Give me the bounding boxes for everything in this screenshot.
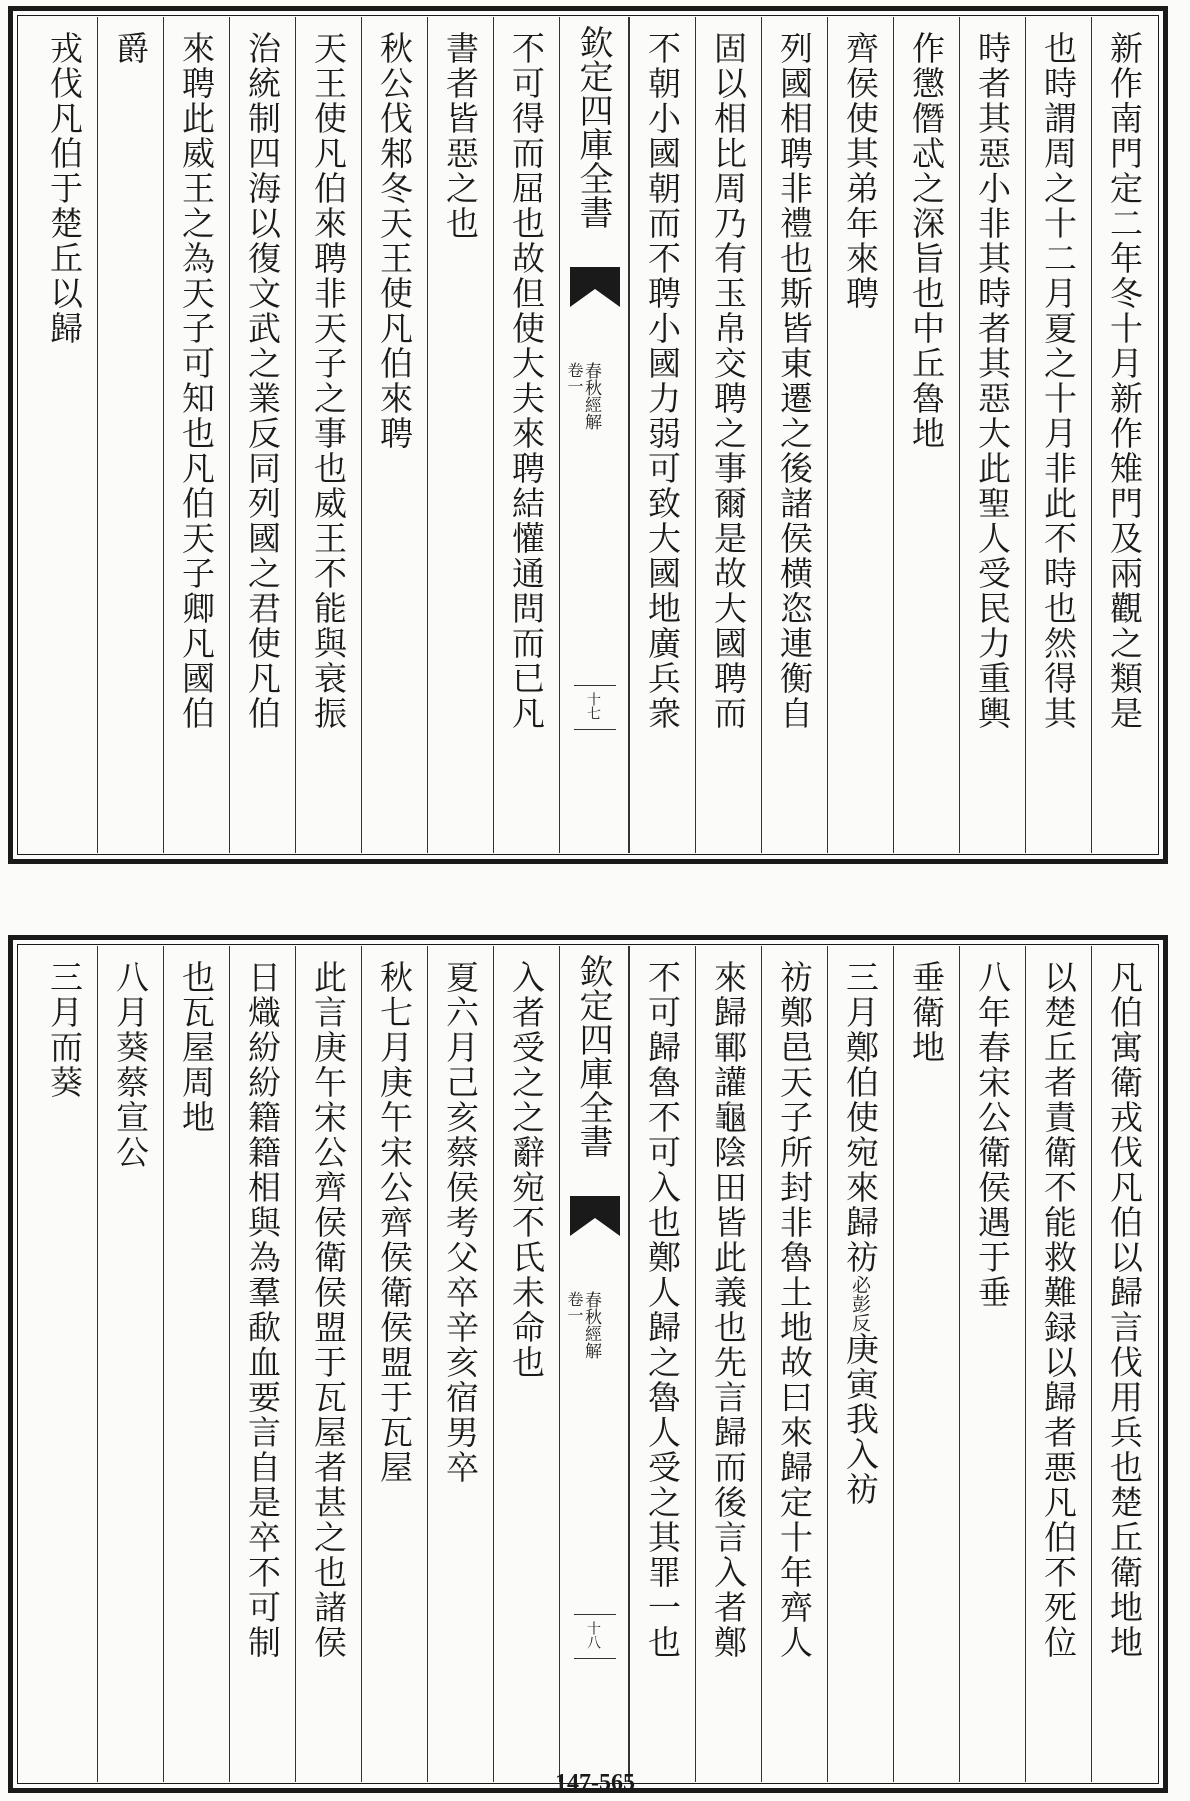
text-column: 以楚丘者責衛不能救難録以歸者悪凡伯不死位 — [1025, 946, 1091, 1782]
text-column: 八年春宋公衛侯遇于垂 — [959, 946, 1025, 1782]
volume-label: 卷一 — [565, 362, 584, 394]
bottom-page — [8, 935, 1168, 1793]
text-column: 也瓦屋周地 — [163, 946, 229, 1782]
text-column: 作懲僭忒之深旨也中丘魯地 — [893, 17, 959, 853]
page-tick-line — [574, 1658, 616, 1659]
folio-number: 十七 — [585, 692, 601, 720]
text-column: 夏六月己亥蔡侯考父卒辛亥宿男卒 — [427, 946, 493, 1782]
text-column: 日熾紛紛籍籍相與為羣歃血要言自是卒不可制 — [229, 946, 295, 1782]
text-column: 秋公伐邾冬天王使凡伯來聘 — [361, 17, 427, 853]
library-title: 欽定四庫全書 — [573, 25, 613, 229]
pronunciation-note: 必彭反 — [849, 1275, 871, 1332]
center-fold — [559, 946, 629, 1782]
text-column: 天王使凡伯來聘非天子之事也威王不能與衰振 — [295, 17, 361, 853]
page-number: 147-565 — [555, 1770, 635, 1796]
text-column: 治統制四海以復文武之業反同列國之君使凡伯 — [229, 17, 295, 853]
library-title: 欽定四庫全書 — [573, 954, 613, 1158]
fish-tail-mark-icon — [570, 267, 620, 307]
text-column: 來歸鄆讙龜陰田皆此義也先言歸而後言入者鄭 — [695, 946, 761, 1782]
top-page — [8, 6, 1168, 864]
folio-number: 十八 — [585, 1621, 601, 1649]
text-column: 入者受之之辭宛不氏未命也 — [493, 946, 559, 1782]
text-column: 不可得而屈也故但使大夫來聘結懽通問而已凡 — [493, 17, 559, 853]
column-text: 庚寅我入祊 — [841, 1332, 880, 1507]
text-column: 齊侯使其弟年來聘 — [827, 17, 893, 853]
text-column: 戎伐凡伯于楚丘以歸 — [45, 31, 84, 346]
page-tick-line — [574, 1614, 616, 1615]
text-column: 祊鄭邑天子所封非魯土地故曰來歸定十年齊人 — [761, 946, 827, 1782]
text-column: 三月而葵 — [45, 960, 84, 1100]
text-column: 垂衛地 — [893, 946, 959, 1782]
book-title: 春秋經解 — [581, 1291, 601, 1359]
text-column: 新作南門定二年冬十月新作雉門及兩觀之類是 — [1091, 17, 1157, 853]
column-text: 三月鄭伯使宛來歸祊 — [841, 960, 880, 1275]
text-column: 來聘此威王之為天子可知也凡伯天子卿凡國伯 — [163, 17, 229, 853]
text-column: 爵 — [97, 17, 163, 853]
text-column: 也時謂周之十二月夏之十月非此不時也然得其 — [1025, 17, 1091, 853]
text-column: 秋七月庚午宋公齊侯衛侯盟于瓦屋 — [361, 946, 427, 1782]
page-tick-line — [574, 729, 616, 730]
text-column: 八月葵蔡宣公 — [97, 946, 163, 1782]
bottom-page-columns — [19, 946, 1157, 1782]
text-column: 固以相比周乃有玉帛交聘之事爾是故大國聘而 — [695, 17, 761, 853]
text-column: 凡伯寓衛戎伐凡伯以歸言伐用兵也楚丘衛地地 — [1091, 946, 1157, 1782]
page-tick-line — [574, 685, 616, 686]
book-title: 春秋經解 — [581, 362, 601, 430]
text-column: 不可歸魯不可入也鄭人歸之魯人受之其罪一也 — [629, 946, 695, 1782]
text-column: 此言庚午宋公齊侯衛侯盟于瓦屋者甚之也諸侯 — [295, 946, 361, 1782]
text-column: 書者皆惡之也 — [427, 17, 493, 853]
text-column: 列國相聘非禮也斯皆東遷之後諸侯横恣連衡自 — [761, 17, 827, 853]
text-column: 時者其惡小非其時者其惡大此聖人受民力重輿 — [959, 17, 1025, 853]
volume-label: 卷一 — [565, 1291, 584, 1323]
fish-tail-mark-icon — [570, 1196, 620, 1236]
top-page-columns — [19, 17, 1157, 853]
center-fold — [559, 17, 629, 853]
text-column-with-note — [827, 946, 893, 1782]
text-column: 不朝小國朝而不聘小國力弱可致大國地廣兵衆 — [629, 17, 695, 853]
